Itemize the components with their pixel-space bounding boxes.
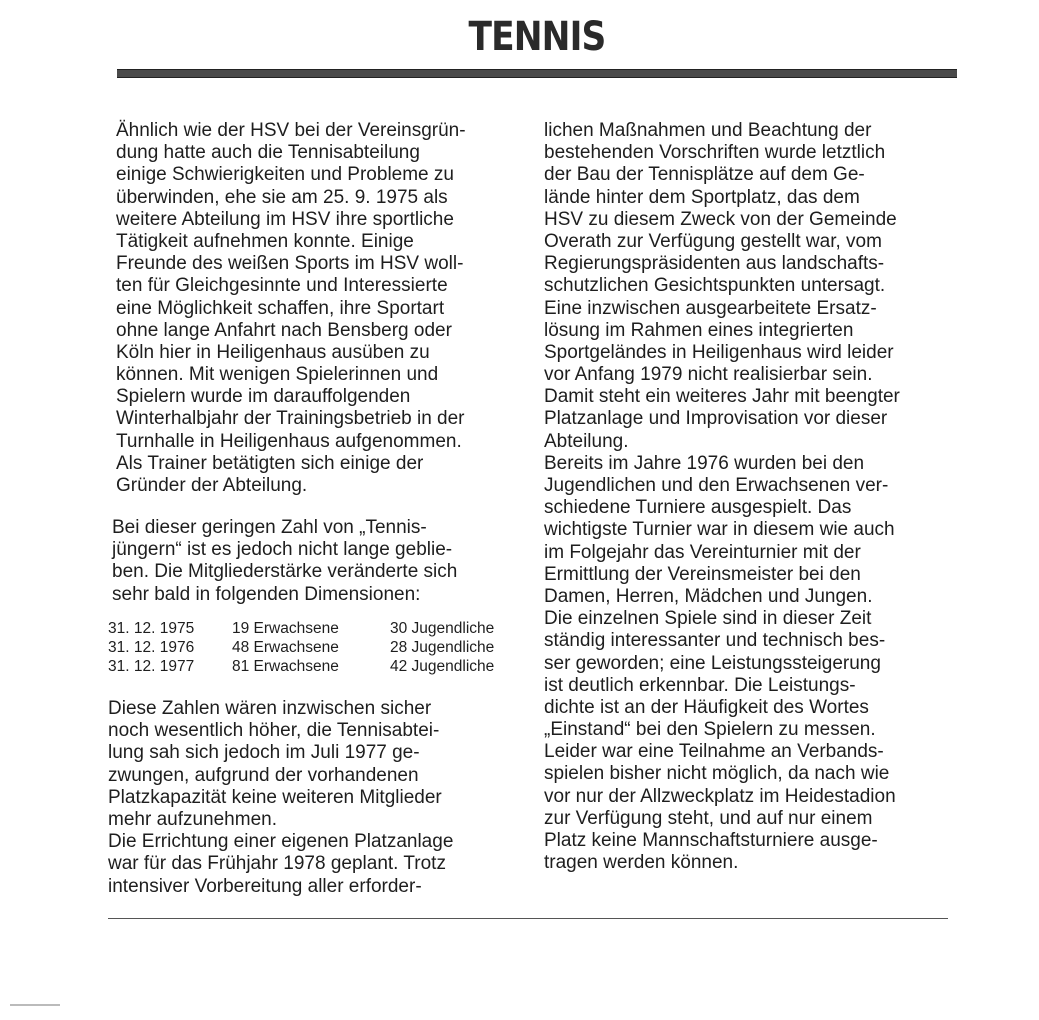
table-cell-adults: 81 Erwachsene — [232, 658, 339, 675]
text-line: Die Errichtung einer eigenen Platzanlage — [108, 831, 454, 853]
table-row — [108, 657, 528, 676]
text-line: war für das Frühjahr 1978 geplant. Trotz — [108, 853, 446, 875]
text-line: dung hatte auch die Tennisabteilung — [116, 142, 420, 164]
text-line: Diese Zahlen wären inzwischen sicher — [108, 698, 432, 719]
text-line: bestehenden Vorschriften wurde letztlich — [544, 142, 886, 164]
text-line: lung sah sich jedoch im Juli 1977 ge- — [108, 742, 420, 764]
text-line: sehr bald in folgenden Dimensionen: — [112, 583, 421, 605]
text-line: Platzkapazität keine weiteren Mitglieder — [108, 786, 442, 808]
table-cell-youth: 28 Jugendliche — [390, 639, 495, 656]
text-line: Eine inzwischen ausgearbeitete Ersatz- — [544, 297, 877, 319]
table-cell-youth: 30 Jugendliche — [390, 620, 495, 637]
text-line: ständig interessanter und technisch bes- — [544, 630, 886, 652]
text-line: HSV zu diesem Zweck von der Gemeinde — [544, 208, 897, 230]
text-line: lösung im Rahmen eines integrierten — [544, 319, 854, 341]
membership-table — [108, 619, 528, 676]
text-line: Sportgeländes in Heiligenhaus wird leider — [544, 341, 894, 363]
footer-rule — [108, 918, 948, 919]
text-line: lichen Maßnahmen und Beachtung der — [544, 120, 872, 141]
text-line: weitere Abteilung im HSV ihre sportliche — [116, 208, 454, 230]
text-line: schutzlichen Gesichtspunkten untersagt. — [544, 275, 886, 297]
table-cell-date: 31. 12. 1976 — [108, 639, 195, 656]
text-line: ten für Gleichgesinnte und Interessierte — [116, 275, 448, 297]
text-line: Als Trainer betätigten sich einige der — [116, 452, 424, 474]
text-line: noch wesentlich höher, die Tennisabtei- — [108, 720, 440, 742]
text-line: können. Mit wenigen Spielerinnen und — [116, 364, 439, 386]
text-line: spielen bisher nicht möglich, da nach wie — [544, 763, 890, 785]
text-line: Winterhalbjahr der Trainingsbetrieb in der — [116, 408, 465, 430]
text-line: Damit steht ein weiteres Jahr mit beengter — [544, 386, 900, 408]
text-line: ist deutlich erkennbar. Die Leistungs- — [544, 674, 856, 696]
text-line: Damen, Herren, Mädchen und Jungen. — [544, 585, 873, 607]
text-line: Turnhalle in Heiligenhaus aufgenommen. — [116, 430, 462, 452]
text-line: wichtigste Turnier war in diesem wie auch — [544, 519, 895, 541]
text-line: tragen werden können. — [544, 852, 739, 874]
paragraph-intro — [116, 120, 466, 497]
text-line: Bei dieser geringen Zahl von „Tennis- — [112, 517, 427, 538]
table-cell-adults: 48 Erwachsene — [232, 639, 339, 656]
text-line: Freunde des weißen Sports im HSV woll- — [116, 253, 464, 275]
table-cell-adults: 19 Erwachsene — [232, 620, 339, 637]
text-line: einige Schwierigkeiten und Probleme zu — [116, 164, 454, 186]
text-line: zur Verfügung steht, und auf nur einem — [544, 807, 873, 829]
text-line: Gründer der Abteilung. — [116, 475, 308, 496]
text-line: eine Möglichkeit schaffen, ihre Sportart — [116, 297, 445, 319]
text-line: dichte ist an der Häufigkeit des Wortes — [544, 696, 869, 718]
text-line: Die einzelnen Spiele sind in dieser Zeit — [544, 608, 872, 630]
text-line: der Bau der Tennisplätze auf dem Ge- — [544, 164, 865, 186]
text-line: Overath zur Verfügung gestellt war, vom — [544, 230, 882, 252]
header-rule — [117, 69, 957, 78]
text-line: jüngern“ ist es jedoch nicht lange geblie- — [112, 539, 453, 561]
table-row — [108, 638, 528, 657]
page-title: TENNIS — [468, 14, 606, 60]
table-cell-date: 31. 12. 1977 — [108, 658, 195, 675]
text-line: Ermittlung der Vereinsmeister bei den — [544, 563, 861, 585]
text-line: vor nur der Allzweckplatz im Heidestadion — [544, 785, 896, 807]
table-row — [108, 619, 528, 638]
text-line: Köln hier in Heiligenhaus ausüben zu — [116, 341, 430, 363]
text-line: überwinden, ehe sie am 25. 9. 1975 als — [116, 186, 448, 208]
text-line: ohne lange Anfahrt nach Bensberg oder — [116, 319, 452, 341]
text-line: Platzanlage und Improvisation vor dieser — [544, 408, 888, 430]
text-line: vor Anfang 1979 nicht realisierbar sein. — [544, 364, 873, 386]
text-line: ser geworden; eine Leistungssteigerung — [544, 652, 881, 674]
text-line: Spielern wurde im darauffolgenden — [116, 386, 411, 408]
text-line: Regierungspräsidenten aus landschafts- — [544, 253, 885, 275]
table-cell-youth: 42 Jugendliche — [390, 658, 495, 675]
text-line: Bereits im Jahre 1976 wurden bei den — [544, 452, 865, 474]
text-line: intensiver Vorbereitung aller erforder- — [108, 875, 422, 897]
text-line: Leider war eine Teilnahme an Verbands- — [544, 741, 884, 763]
paragraph-membership — [112, 517, 457, 606]
text-line: Abteilung. — [544, 430, 629, 452]
text-line: Tätigkeit aufnehmen konnte. Einige — [116, 230, 414, 252]
text-line: im Folgejahr das Vereinturnier mit der — [544, 541, 861, 563]
text-line: zwungen, aufgrund der vorhandenen — [108, 764, 419, 786]
scan-artifact — [10, 1004, 60, 1006]
text-line: lände hinter dem Sportplatz, das dem — [544, 186, 860, 208]
paragraph-capacity — [108, 698, 453, 898]
table-cell-date: 31. 12. 1975 — [108, 620, 195, 637]
text-line: „Einstand“ bei den Spielern zu messen. — [544, 719, 876, 741]
text-line: Platz keine Mannschaftsturniere ausge- — [544, 830, 878, 851]
text-line: Ähnlich wie der HSV bei der Vereinsgrün- — [116, 120, 466, 141]
text-line: schiedene Turniere ausgespielt. Das — [544, 497, 852, 519]
text-line: Jugendlichen und den Erwachsenen ver- — [544, 475, 889, 496]
right-column-text — [544, 120, 900, 874]
text-line: mehr aufzunehmen. — [108, 808, 277, 830]
text-line: ben. Die Mitgliederstärke veränderte sich — [112, 561, 458, 583]
